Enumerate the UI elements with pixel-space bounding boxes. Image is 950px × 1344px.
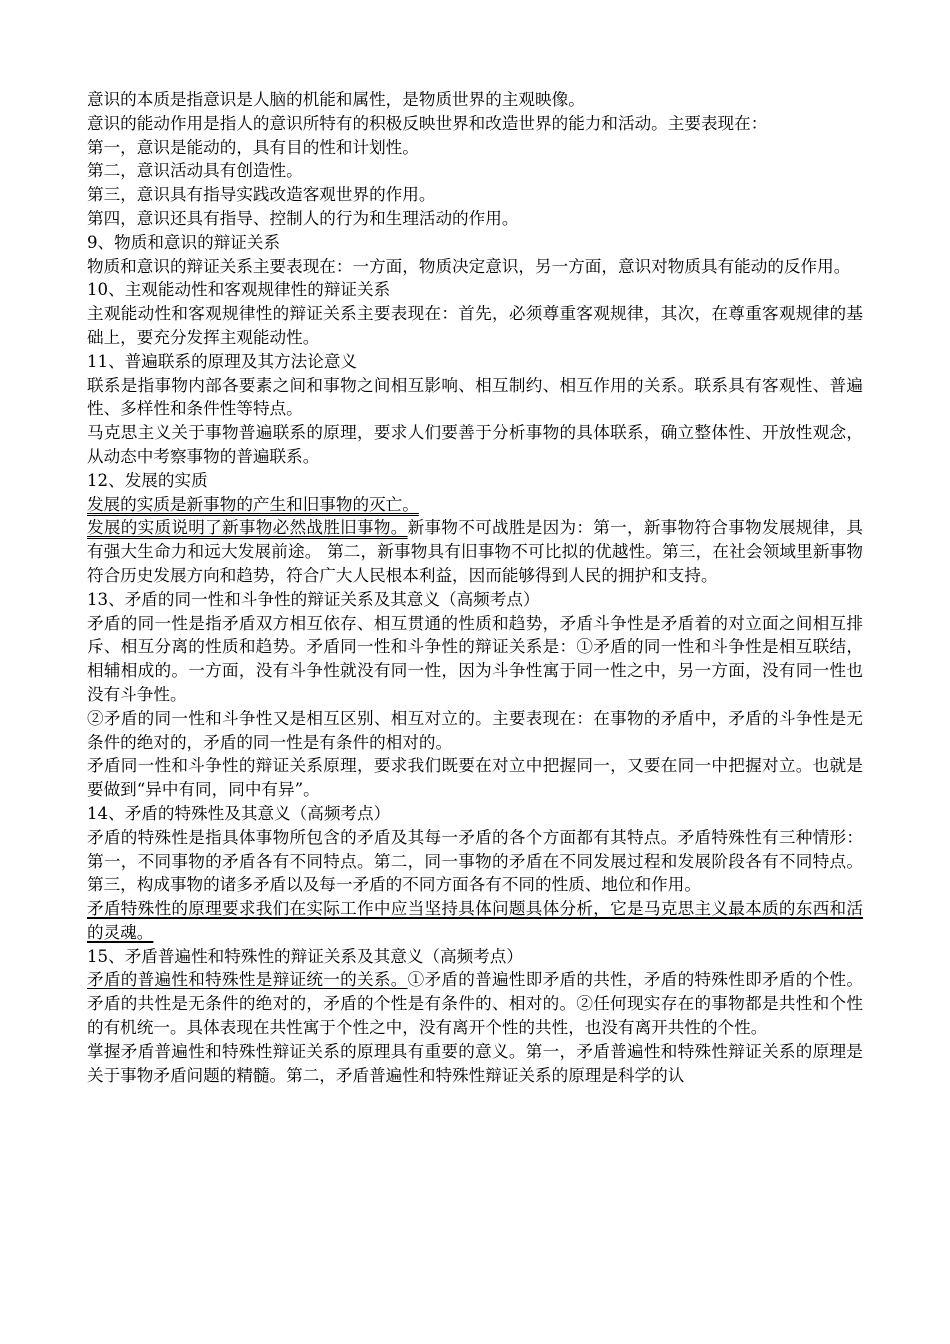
paragraph <box>87 968 863 1039</box>
paragraph <box>87 897 863 945</box>
section-heading-10: 10、主观能动性和客观规律性的辩证关系 <box>87 280 391 300</box>
double-underlined-text: 发展的实质说明了新事物必然战胜旧事物。 <box>87 518 408 538</box>
paragraph: 矛盾的特殊性是指具体事物所包含的矛盾及其每一矛盾的各个方面都有其特点。矛盾特殊性有三种情形：第一，不同事物的矛盾各有不同特点。第二，同一事物的矛盾在不同发展过程和发展阶段各有不同特点。第三，构成事物的诸多矛盾以及每一矛盾的不同方面各有不同的性质、地位和作用。 <box>87 827 863 895</box>
double-underlined-text: 发展的实质是新事物的产生和旧事物的灭亡。 <box>87 494 419 514</box>
paragraph: 矛盾的同一性是指矛盾双方相互依存、相互贯通的性质和趋势，矛盾斗争性是矛盾着的对立面之间相互排斥、相互分离的性质和趋势。矛盾同一性和斗争性的辩证关系是：①矛盾的同一性和斗争性是相互联结，相辅相成的。一方面，没有斗争性就没有同一性，因为斗争性寓于同一性之中，另一方面，没有同一性也没有斗争性。 <box>87 613 863 704</box>
document-body <box>87 88 863 1087</box>
paragraph: 马克思主义关于事物普遍联系的原理，要求人们要善于分析事物的具体联系，确立整体性、开放性观念，从动态中考察事物的普遍联系。 <box>87 423 863 466</box>
paragraph: 联系是指事物内部各要素之间和事物之间相互影响、相互制约、相互作用的关系。联系具有客观性、普遍性、多样性和条件性等特点。 <box>87 375 863 419</box>
paragraph-text: ①矛盾的普遍性即矛盾的共性，矛盾的特殊性即矛盾的个性。矛盾的共性是无条件的绝对的，矛盾的个性是有条件的、相对的。②任何现实存在的事物都是共性和个性的有机统一。具体表现在共性寓于个性之中，没有离开个性的共性，也没有离开共性的个性。 <box>87 970 864 1038</box>
paragraph: 第四，意识还具有指导、控制人的行为和生理活动的作用。 <box>87 208 519 228</box>
paragraph: 第一，意识是能动的，具有目的性和计划性。 <box>87 137 419 157</box>
section-heading-14: 14、矛盾的特殊性及其意义（高频考点） <box>87 803 391 823</box>
paragraph-text: 新事物不可战胜是因为：第一，新事物符合事物发展规律，具有强大生命力和远大发展前途。 第二，新事物具有旧事物不可比拟的优越性。第三，在社会领域里新事物符合历史发展方向和趋势，符合广大人民根本利益，因而能够得到人民的拥护和支持。 <box>87 518 864 585</box>
paragraph: 主观能动性和客观规律性的辩证关系主要表现在：首先，必须尊重客观规律，其次，在尊重客观规律的基础上，要充分发挥主观能动性。 <box>87 304 863 347</box>
underlined-text: 矛盾的普遍性和特殊性是辩证统一的关系。 <box>87 970 408 990</box>
underlined-text: 矛盾特殊性的原理要求我们在实际工作中应当坚持具体问题具体分析，它是马克思主义最本质的东西和活的灵魂。 <box>87 899 863 942</box>
section-heading-12: 12、发展的实质 <box>87 470 208 490</box>
section-heading-13: 13、矛盾的同一性和斗争性的辩证关系及其意义（高频考点） <box>87 589 540 609</box>
paragraph <box>87 516 863 587</box>
paragraph: 第二，意识活动具有创造性。 <box>87 161 303 181</box>
paragraph: 意识的本质是指意识是人脑的机能和属性，是物质世界的主观映像。 <box>87 90 585 109</box>
section-heading-9: 9、物质和意识的辩证关系 <box>87 232 281 252</box>
paragraph <box>87 493 863 517</box>
section-heading-15: 15、矛盾普遍性和特殊性的辩证关系及其意义（高频考点） <box>87 946 523 966</box>
paragraph: 第三，意识具有指导实践改造客观世界的作用。 <box>87 185 436 205</box>
paragraph: 意识的能动作用是指人的意识所特有的积极反映世界和改造世界的能力和活动。主要表现在： <box>87 113 768 133</box>
paragraph: 物质和意识的辩证关系主要表现在：一方面，物质决定意识，另一方面，意识对物质具有能动的反作用。 <box>87 256 851 276</box>
paragraph: 矛盾同一性和斗争性的辩证关系原理，要求我们既要在对立中把握同一，又要在同一中把握对立。也就是要做到“异中有同，同中有异”。 <box>87 756 863 800</box>
section-heading-11: 11、普遍联系的原理及其方法论意义 <box>87 351 358 371</box>
paragraph: 掌握矛盾普遍性和特殊性辩证关系的原理具有重要的意义。第一，矛盾普遍性和特殊性辩证关系的原理是关于事物矛盾问题的精髓。第二，矛盾普遍性和特殊性辩证关系的原理是科学的认 <box>87 1041 863 1085</box>
paragraph: ②矛盾的同一性和斗争性又是相互区别、相互对立的。主要表现在：在事物的矛盾中，矛盾的斗争性是无条件的绝对的，矛盾的同一性是有条件的相对的。 <box>87 708 863 752</box>
